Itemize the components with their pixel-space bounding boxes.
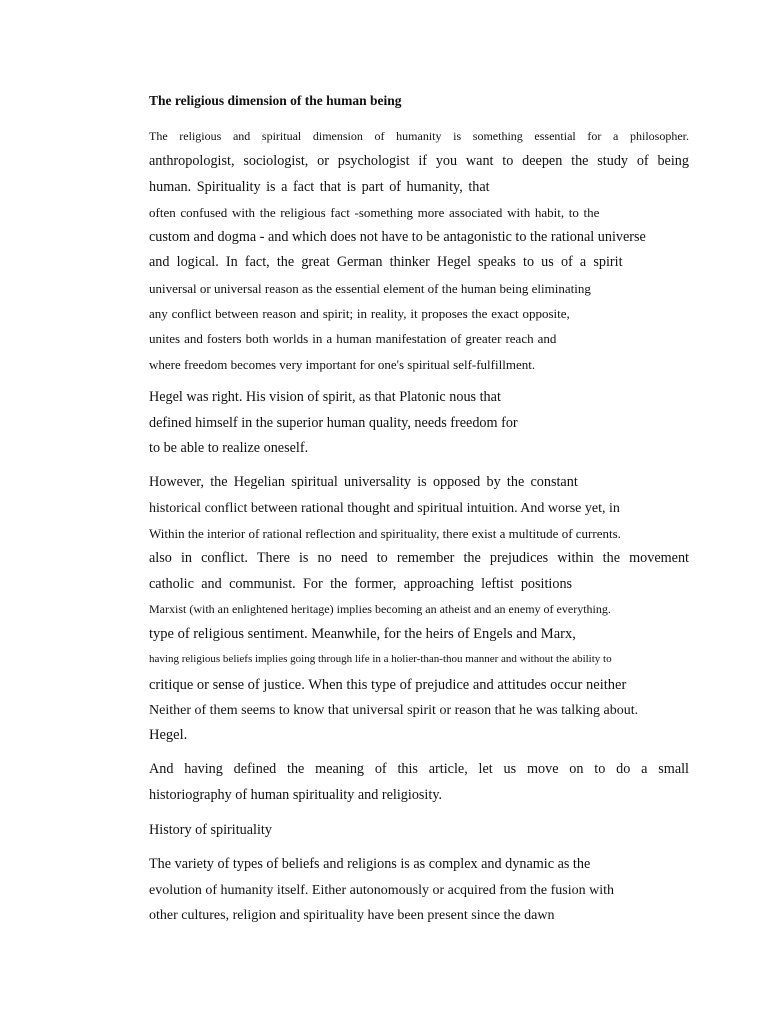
paragraph-1-line: human. Spirituality is a fact that is part of humanity, that	[149, 179, 490, 195]
paragraph-3-line: critique or sense of justice. When this type of prejudice and attitudes occur neither	[149, 677, 627, 693]
paragraph-5-line: evolution of humanity itself. Either autonomously or acquired from the fusion with	[149, 883, 615, 898]
paragraph-5-line: The variety of types of beliefs and religions is as complex and dynamic as the	[149, 856, 591, 872]
paragraph-3-line: also in conflict. There is no need to remember the prejudices within the movement	[149, 550, 689, 566]
paragraph-5-line: other cultures, religion and spirituality have been present since the dawn	[149, 908, 555, 923]
paragraph-1-line: universal or universal reason as the essential element of the human being eliminating	[149, 281, 591, 296]
paragraph-2-line: to be able to realize oneself.	[149, 440, 309, 456]
paragraph-1-line: custom and dogma - and which does not have to be antagonistic to the rational universe	[149, 229, 646, 245]
paragraph-3-line: catholic and communist. For the former, approaching leftist positions	[149, 576, 573, 592]
paragraph-3-line: Within the interior of rational reflection and spirituality, there exist a multitude of currents.	[149, 526, 621, 541]
paragraph-1-line: anthropologist, sociologist, or psychologist if you want to deepen the study of being	[149, 153, 689, 169]
paragraph-3-line: historical conflict between rational thought and spiritual intuition. And worse yet, in	[149, 501, 620, 516]
document-title: The religious dimension of the human being	[149, 93, 402, 108]
paragraph-1-line: where freedom becomes very important for one's spiritual self-fulfillment.	[149, 357, 536, 372]
paragraph-3-line: Hegel.	[149, 727, 188, 743]
paragraph-1-line: and logical. In fact, the great German thinker Hegel speaks to us of a spirit	[149, 254, 623, 270]
paragraph-3-line: Marxist (with an enlightened heritage) implies becoming an atheist and an enemy of everything.	[149, 602, 611, 616]
paragraph-3-line: type of religious sentiment. Meanwhile, for the heirs of Engels and Marx,	[149, 626, 576, 642]
paragraph-4-line: And having defined the meaning of this article, let us move on to do a small	[149, 761, 689, 777]
paragraph-3-line: However, the Hegelian spiritual universality is opposed by the constant	[149, 474, 578, 490]
paragraph-2-line: Hegel was right. His vision of spirit, as that Platonic nous that	[149, 389, 501, 405]
paragraph-1-line: often confused with the religious fact -something more associated with habit, to the	[149, 205, 600, 220]
paragraph-4-line: historiography of human spirituality and religiosity.	[149, 787, 443, 803]
paragraph-1-line: any conflict between reason and spirit; in reality, it proposes the exact opposite,	[149, 306, 570, 321]
paragraph-3-line: having religious beliefs implies going through life in a holier-than-thou manner and without the ability to	[149, 653, 612, 665]
paragraph-3-line: Neither of them seems to know that universal spirit or reason that he was talking about.	[149, 703, 639, 718]
paragraph-2-line: defined himself in the superior human quality, needs freedom for	[149, 415, 518, 431]
paragraph-1-line: The religious and spiritual dimension of humanity is something essential for a philosopher.	[149, 129, 689, 143]
section-subheading: History of spirituality	[149, 822, 272, 838]
paragraph-1-line: unites and fosters both worlds in a human manifestation of greater reach and	[149, 331, 557, 346]
